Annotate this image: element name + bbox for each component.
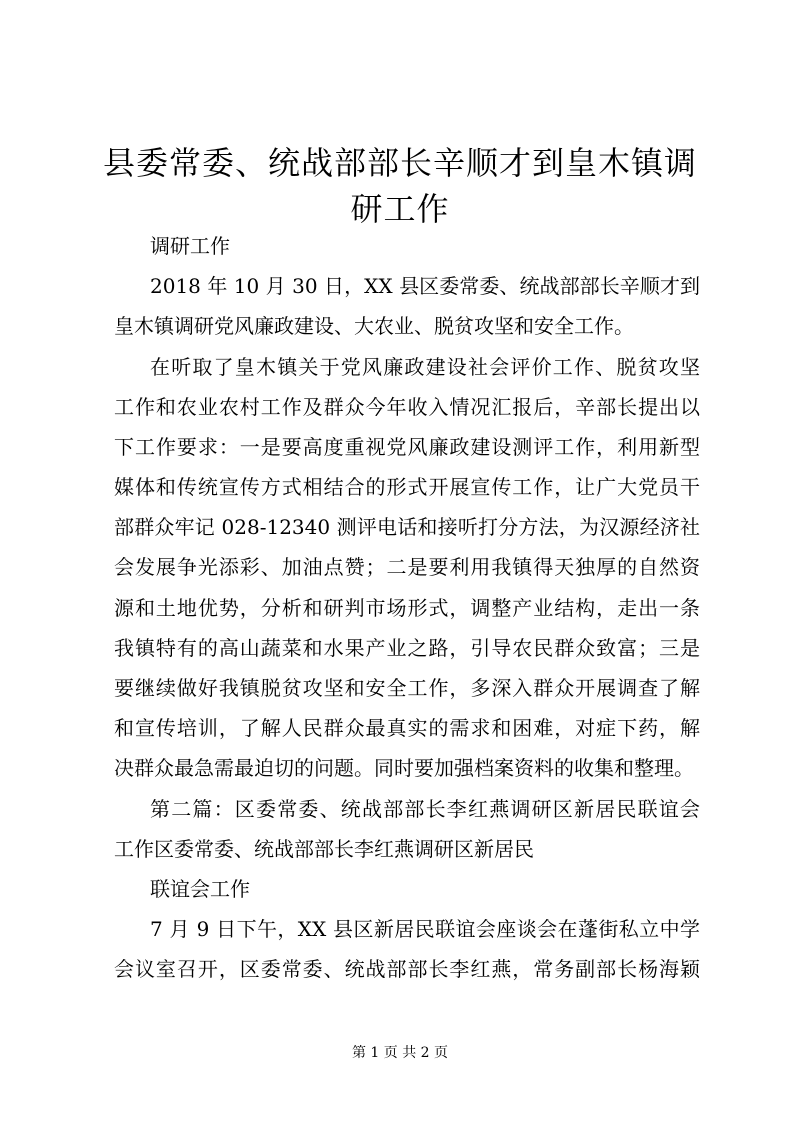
paragraph-line: 7 月 9 日下午，XX 县区新居民联谊会座谈会在蓬街私立中学: [150, 917, 700, 941]
paragraph-line: 下工作要求：一是要高度重视党风廉政建设测评工作，利用新型: [114, 435, 700, 459]
paragraph-line: 部群众牢记 028-12340 测评电话和接听打分方法，为汉源经济社: [114, 515, 700, 539]
paragraph-line: 决群众最急需最迫切的问题。同时要加强档案资料的收集和整理。: [114, 756, 694, 780]
paragraph-line: 媒体和传统宣传方式相结合的形式开展宣传工作，让广大党员干: [114, 475, 700, 499]
paragraph-line: 要继续做好我镇脱贫攻坚和安全工作，多深入群众开展调查了解: [114, 676, 700, 700]
paragraph-line: 在听取了皇木镇关于党风廉政建设社会评价工作、脱贫攻坚: [150, 355, 700, 379]
page-footer: 第 1 页 共 2 页: [351, 1045, 449, 1061]
paragraph-line: 皇木镇调研党风廉政建设、大农业、脱贫攻坚和安全工作。: [114, 314, 634, 338]
paragraph-line: 和宣传培训，了解人民群众最真实的需求和困难，对症下药，解: [114, 716, 700, 740]
paragraph-line: 源和土地优势，分析和研判市场形式，调整产业结构，走出一条: [114, 596, 700, 620]
paragraph-line: 第二篇：区委常委、统战部部长李红燕调研区新居民联谊会: [150, 797, 700, 821]
paragraph-line: 调研工作: [150, 234, 230, 258]
paragraph-line: 工作区委常委、统战部部长李红燕调研区新居民: [114, 837, 534, 861]
document-title: 县委常委、统战部部长辛顺才到皇木镇调研工作: [102, 144, 697, 228]
paragraph-line: 工作和农业农村工作及群众今年收入情况汇报后，辛部长提出以: [114, 395, 700, 419]
paragraph-line: 会议室召开，区委常委、统战部部长李红燕，常务副部长杨海颖: [114, 957, 700, 981]
paragraph-line: 2018 年 10 月 30 日，XX 县区委常委、统战部部长辛顺才到: [150, 274, 700, 298]
paragraph-line: 联谊会工作: [150, 877, 250, 901]
paragraph-line: 我镇特有的高山蔬菜和水果产业之路，引导农民群众致富；三是: [114, 636, 700, 660]
paragraph-line: 会发展争光添彩、加油点赞；二是要利用我镇得天独厚的自然资: [114, 555, 700, 579]
